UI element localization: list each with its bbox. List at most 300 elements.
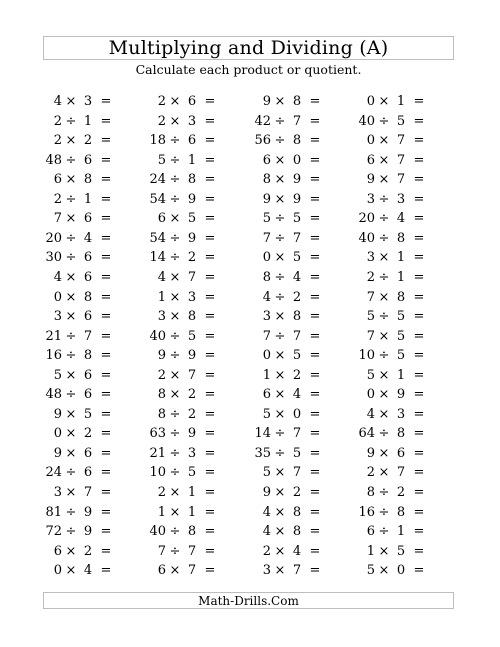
operand-a: 0	[53, 289, 62, 305]
operand-a: 1	[157, 504, 166, 520]
operand-a: 2	[157, 485, 166, 500]
operand-a: 5	[366, 563, 375, 579]
operand-a: 3	[53, 309, 62, 325]
operand-b: 7	[396, 172, 406, 188]
operand-b: 7	[396, 465, 406, 481]
operator: ÷	[169, 465, 181, 481]
operator: ×	[65, 172, 77, 188]
worksheet-title: Multiplying and Dividing (A)	[108, 37, 389, 59]
operator: ÷	[169, 406, 181, 422]
operand-b: 8	[396, 289, 406, 305]
operator: ÷	[378, 230, 390, 246]
operand-a: 2	[157, 94, 166, 109]
equals-sign: =	[413, 191, 425, 207]
operand-a: 64	[358, 426, 375, 442]
operator: ×	[65, 133, 77, 149]
operator: ÷	[65, 387, 77, 403]
operator: ÷	[65, 504, 77, 520]
operator: ×	[274, 485, 286, 500]
operand-a: 9	[366, 445, 375, 461]
operator: ×	[378, 563, 390, 579]
operand-a: 4	[262, 504, 271, 520]
operand-b: 5	[187, 211, 197, 227]
equals-sign: =	[309, 230, 321, 246]
equals-sign: =	[100, 152, 112, 168]
operator: ×	[274, 504, 286, 520]
operator: ÷	[274, 289, 286, 305]
operand-a: 2	[53, 191, 62, 207]
operand-b: 6	[83, 387, 93, 403]
operand-b: 5	[396, 543, 406, 559]
operand-b: 5	[396, 328, 406, 344]
operand-b: 8	[292, 524, 302, 540]
equals-sign: =	[413, 445, 425, 461]
operator: ×	[378, 367, 390, 383]
equals-sign: =	[309, 504, 321, 520]
operator: ÷	[274, 328, 286, 344]
operand-a: 4	[262, 289, 271, 305]
operand-a: 20	[45, 230, 62, 246]
operator: ×	[378, 543, 390, 559]
equals-sign: =	[309, 309, 321, 325]
equals-sign: =	[204, 387, 216, 403]
operand-b: 2	[187, 406, 197, 422]
operand-b: 1	[396, 269, 406, 285]
operator: ×	[378, 289, 390, 305]
operand-b: 1	[396, 367, 406, 383]
operand-a: 3	[262, 309, 271, 325]
operand-a: 30	[45, 250, 62, 266]
equals-sign: =	[204, 406, 216, 422]
operand-b: 7	[396, 133, 406, 149]
operand-b: 2	[83, 426, 93, 442]
operand-a: 7	[262, 328, 271, 344]
equals-sign: =	[413, 524, 425, 540]
equals-sign: =	[309, 133, 321, 149]
operator: ÷	[65, 524, 77, 540]
equals-sign: =	[204, 191, 216, 207]
operator: ÷	[169, 445, 181, 461]
operator: ÷	[169, 543, 181, 559]
operand-a: 2	[53, 133, 62, 149]
operator: ÷	[274, 269, 286, 285]
operand-a: 10	[358, 348, 375, 364]
equals-sign: =	[413, 465, 425, 481]
operand-a: 24	[45, 465, 62, 481]
operand-a: 48	[45, 152, 62, 168]
operator: ×	[65, 426, 77, 442]
operator: ×	[378, 152, 390, 168]
equals-sign: =	[204, 94, 216, 109]
equals-sign: =	[100, 465, 112, 481]
operator: ÷	[169, 426, 181, 442]
operator: ×	[378, 133, 390, 149]
operand-b: 9	[187, 191, 197, 207]
operand-a: 9	[262, 485, 271, 500]
operand-a: 8	[262, 172, 271, 188]
operand-a: 4	[53, 269, 62, 285]
operand-b: 7	[292, 328, 302, 344]
equals-sign: =	[309, 445, 321, 461]
operator: ×	[274, 94, 286, 109]
operator: ×	[378, 465, 390, 481]
operand-b: 6	[83, 211, 93, 227]
operator: ÷	[169, 172, 181, 188]
operand-b: 3	[396, 406, 406, 422]
operator: ×	[274, 563, 286, 579]
operand-a: 1	[157, 289, 166, 305]
operand-a: 5	[53, 367, 62, 383]
equals-sign: =	[204, 250, 216, 266]
operand-a: 42	[254, 113, 271, 129]
operand-a: 3	[366, 250, 375, 266]
operand-b: 1	[187, 152, 197, 168]
operator: ÷	[169, 524, 181, 540]
operator: ×	[169, 113, 181, 129]
equals-sign: =	[100, 309, 112, 325]
operator: ÷	[274, 211, 286, 227]
equals-sign: =	[204, 309, 216, 325]
equals-sign: =	[204, 563, 216, 579]
operand-b: 7	[187, 543, 197, 559]
equals-sign: =	[309, 172, 321, 188]
operand-b: 1	[83, 113, 93, 129]
operand-b: 5	[187, 328, 197, 344]
equals-sign: =	[413, 211, 425, 227]
equals-sign: =	[100, 406, 112, 422]
operand-a: 6	[53, 543, 62, 559]
equals-sign: =	[309, 563, 321, 579]
operator: ÷	[274, 133, 286, 149]
operand-a: 0	[366, 133, 375, 149]
operand-b: 5	[292, 348, 302, 364]
operand-a: 14	[149, 250, 166, 266]
equals-sign: =	[309, 211, 321, 227]
equals-sign: =	[309, 269, 321, 285]
equals-sign: =	[309, 250, 321, 266]
equals-sign: =	[309, 367, 321, 383]
operand-b: 6	[396, 445, 406, 461]
operand-a: 2	[366, 465, 375, 481]
operand-b: 0	[292, 406, 302, 422]
operand-a: 8	[157, 387, 166, 403]
worksheet-instructions: Calculate each product or quotient.	[135, 62, 362, 77]
operand-a: 9	[262, 191, 271, 207]
operator: ×	[274, 543, 286, 559]
operand-b: 6	[187, 94, 197, 109]
operand-b: 1	[396, 250, 406, 266]
operand-b: 3	[187, 113, 197, 129]
operand-b: 4	[396, 211, 406, 227]
operand-a: 10	[149, 465, 166, 481]
operand-b: 1	[83, 191, 93, 207]
operand-a: 40	[149, 524, 166, 540]
operand-b: 9	[292, 191, 302, 207]
operand-a: 14	[254, 426, 271, 442]
operand-b: 4	[83, 230, 93, 246]
operand-b: 2	[292, 367, 302, 383]
operator: ×	[65, 406, 77, 422]
operator: ×	[274, 250, 286, 266]
operand-b: 2	[187, 387, 197, 403]
operator: ×	[274, 309, 286, 325]
operand-a: 6	[366, 152, 375, 168]
operand-b: 7	[187, 269, 197, 285]
problem-columns	[0, 94, 500, 584]
operand-a: 7	[53, 211, 62, 227]
operand-a: 3	[366, 191, 375, 207]
equals-sign: =	[100, 191, 112, 207]
operand-b: 4	[292, 387, 302, 403]
operator: ÷	[378, 309, 390, 325]
operator: ÷	[378, 191, 390, 207]
equals-sign: =	[204, 445, 216, 461]
equals-sign: =	[204, 289, 216, 305]
operand-a: 7	[262, 230, 271, 246]
operand-a: 54	[149, 191, 166, 207]
operand-a: 6	[262, 387, 271, 403]
operand-a: 1	[262, 367, 271, 383]
operator: ÷	[65, 465, 77, 481]
operand-b: 8	[396, 426, 406, 442]
equals-sign: =	[100, 485, 112, 500]
operand-a: 0	[53, 426, 62, 442]
operand-b: 2	[83, 543, 93, 559]
operator: ×	[378, 328, 390, 344]
equals-sign: =	[309, 94, 321, 109]
operand-b: 3	[187, 289, 197, 305]
equals-sign: =	[100, 250, 112, 266]
operator: ÷	[169, 348, 181, 364]
equals-sign: =	[413, 152, 425, 168]
operator: ÷	[378, 113, 390, 129]
equals-sign: =	[413, 113, 425, 129]
operand-b: 8	[292, 309, 302, 325]
operator: ÷	[378, 348, 390, 364]
operand-a: 0	[366, 387, 375, 403]
operator: ÷	[169, 133, 181, 149]
operator: ×	[65, 563, 77, 579]
equals-sign: =	[309, 113, 321, 129]
operand-b: 8	[292, 94, 302, 109]
operand-a: 40	[358, 230, 375, 246]
operator: ÷	[65, 113, 77, 129]
operator: ×	[65, 289, 77, 305]
operator: ÷	[169, 191, 181, 207]
equals-sign: =	[413, 543, 425, 559]
equals-sign: =	[413, 367, 425, 383]
operand-b: 9	[187, 426, 197, 442]
operand-b: 4	[83, 563, 93, 579]
operand-b: 1	[187, 485, 197, 500]
equals-sign: =	[204, 172, 216, 188]
operator: ÷	[378, 269, 390, 285]
operator: ×	[169, 367, 181, 383]
operand-a: 7	[157, 543, 166, 559]
equals-sign: =	[204, 348, 216, 364]
operand-a: 81	[45, 504, 62, 520]
equals-sign: =	[100, 133, 112, 149]
operand-a: 2	[157, 113, 166, 129]
operand-b: 7	[396, 152, 406, 168]
operand-b: 7	[292, 563, 302, 579]
operand-b: 5	[396, 348, 406, 364]
operand-a: 2	[366, 269, 375, 285]
operand-b: 7	[292, 113, 302, 129]
operand-a: 9	[53, 406, 62, 422]
operand-a: 40	[358, 113, 375, 129]
equals-sign: =	[309, 152, 321, 168]
equals-sign: =	[413, 133, 425, 149]
operator: ÷	[65, 152, 77, 168]
operand-b: 1	[396, 524, 406, 540]
operand-b: 9	[187, 348, 197, 364]
equals-sign: =	[204, 504, 216, 520]
operator: ÷	[65, 348, 77, 364]
operator: ×	[274, 348, 286, 364]
operator: ÷	[65, 230, 77, 246]
operand-b: 2	[292, 485, 302, 500]
operator: ×	[169, 269, 181, 285]
operand-a: 63	[149, 426, 166, 442]
operator: ÷	[274, 230, 286, 246]
equals-sign: =	[204, 426, 216, 442]
operand-b: 6	[83, 309, 93, 325]
operator: ÷	[169, 328, 181, 344]
equals-sign: =	[100, 348, 112, 364]
operator: ×	[169, 94, 181, 109]
equals-sign: =	[204, 113, 216, 129]
equals-sign: =	[100, 289, 112, 305]
operand-b: 9	[83, 524, 93, 540]
operator: ×	[274, 152, 286, 168]
equals-sign: =	[413, 309, 425, 325]
operand-a: 4	[262, 524, 271, 540]
operator: ×	[274, 387, 286, 403]
equals-sign: =	[100, 504, 112, 520]
operator: ÷	[378, 485, 390, 500]
operator: ÷	[65, 328, 77, 344]
operator: ÷	[169, 152, 181, 168]
operand-b: 6	[187, 133, 197, 149]
operator: ×	[378, 250, 390, 266]
operand-b: 6	[83, 445, 93, 461]
operand-a: 48	[45, 387, 62, 403]
equals-sign: =	[204, 543, 216, 559]
equals-sign: =	[100, 563, 112, 579]
operand-b: 0	[396, 563, 406, 579]
operand-b: 8	[83, 172, 93, 188]
operand-b: 1	[396, 94, 406, 109]
operator: ÷	[378, 524, 390, 540]
equals-sign: =	[100, 543, 112, 559]
equals-sign: =	[309, 524, 321, 540]
equals-sign: =	[204, 230, 216, 246]
equals-sign: =	[309, 485, 321, 500]
equals-sign: =	[100, 113, 112, 129]
operator: ×	[274, 172, 286, 188]
operand-b: 3	[187, 445, 197, 461]
equals-sign: =	[413, 269, 425, 285]
operand-a: 5	[262, 211, 271, 227]
operand-b: 8	[396, 230, 406, 246]
operand-b: 8	[83, 289, 93, 305]
operand-b: 4	[292, 269, 302, 285]
equals-sign: =	[413, 289, 425, 305]
operand-a: 6	[157, 563, 166, 579]
operand-a: 40	[149, 328, 166, 344]
operator: ÷	[274, 426, 286, 442]
operand-b: 7	[292, 465, 302, 481]
equals-sign: =	[413, 563, 425, 579]
operand-b: 7	[83, 328, 93, 344]
equals-sign: =	[413, 328, 425, 344]
operand-a: 20	[358, 211, 375, 227]
operand-a: 4	[53, 94, 62, 109]
equals-sign: =	[204, 211, 216, 227]
operand-b: 6	[83, 250, 93, 266]
operand-a: 6	[53, 172, 62, 188]
operand-b: 5	[396, 309, 406, 325]
operator: ×	[274, 191, 286, 207]
equals-sign: =	[100, 524, 112, 540]
equals-sign: =	[204, 465, 216, 481]
operand-b: 7	[292, 426, 302, 442]
operator: ×	[65, 269, 77, 285]
worksheet-title-box	[43, 36, 454, 60]
operand-a: 54	[149, 230, 166, 246]
operand-b: 5	[187, 465, 197, 481]
footer-box	[43, 592, 454, 609]
equals-sign: =	[100, 172, 112, 188]
equals-sign: =	[309, 387, 321, 403]
equals-sign: =	[309, 543, 321, 559]
operand-b: 7	[292, 230, 302, 246]
operand-a: 6	[157, 211, 166, 227]
operand-a: 24	[149, 172, 166, 188]
operator: ×	[169, 387, 181, 403]
operand-b: 7	[83, 485, 93, 500]
operator: ×	[65, 543, 77, 559]
operand-a: 9	[157, 348, 166, 364]
operand-b: 6	[83, 269, 93, 285]
operand-a: 18	[149, 133, 166, 149]
operator: ×	[65, 367, 77, 383]
operand-b: 5	[83, 406, 93, 422]
operand-b: 6	[83, 367, 93, 383]
equals-sign: =	[100, 387, 112, 403]
operator: ×	[65, 445, 77, 461]
operand-a: 1	[366, 543, 375, 559]
equals-sign: =	[204, 328, 216, 344]
operator: ÷	[169, 250, 181, 266]
equals-sign: =	[204, 367, 216, 383]
operand-a: 6	[366, 524, 375, 540]
operator: ×	[274, 465, 286, 481]
footer-text: Math-Drills.Com	[198, 593, 299, 608]
operand-b: 8	[396, 504, 406, 520]
operator: ×	[65, 211, 77, 227]
operator: ×	[378, 387, 390, 403]
operand-b: 3	[83, 94, 93, 109]
operator: ×	[65, 485, 77, 500]
operator: ×	[65, 309, 77, 325]
operand-a: 9	[53, 445, 62, 461]
equals-sign: =	[204, 269, 216, 285]
operator: ×	[169, 211, 181, 227]
operand-a: 21	[149, 445, 166, 461]
operand-b: 1	[187, 504, 197, 520]
